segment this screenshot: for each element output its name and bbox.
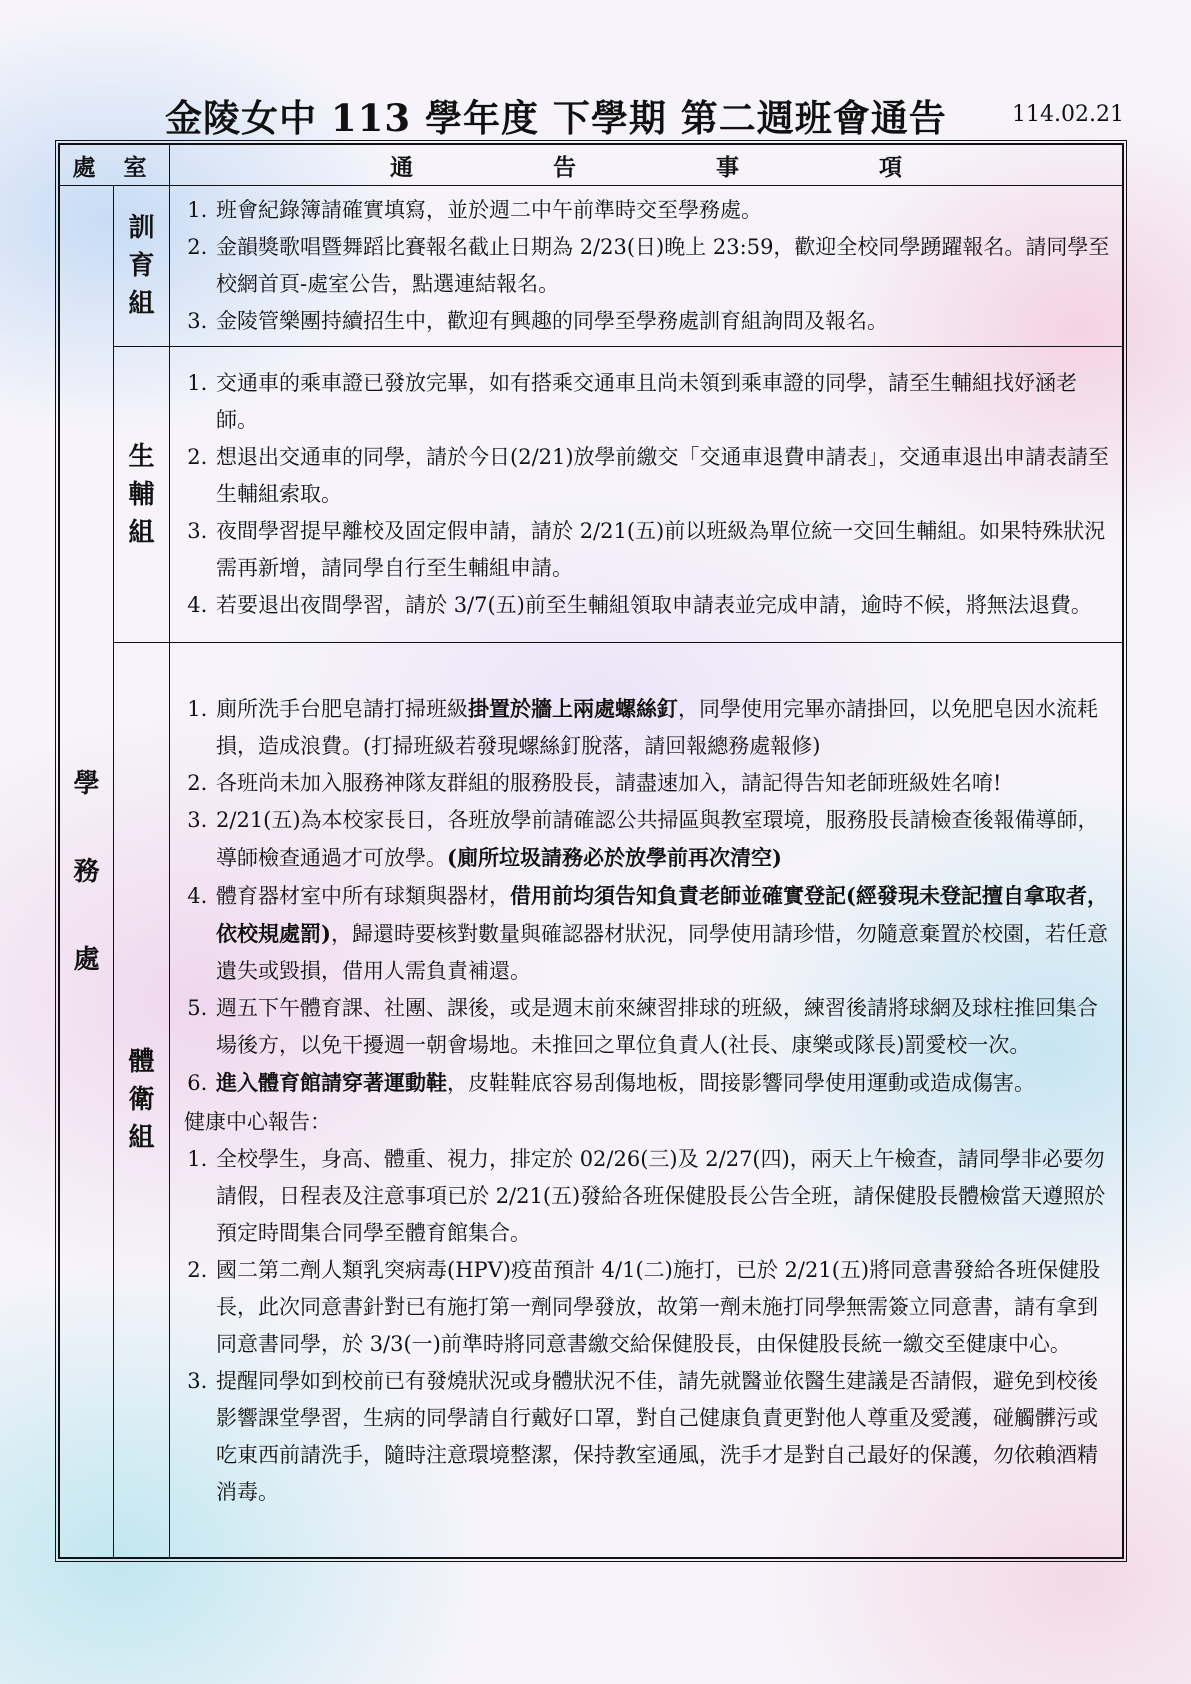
row-shengfu (60, 347, 1123, 643)
list-item: 3. 2/21(五)為本校家長日，各班放學前請確認公共掃區與教室環境，服務股長請檢查後報備導師，導師檢查通過才可放學。(廁所垃圾請務必於放學前再次清空) (214, 802, 1110, 877)
row-xunyu (60, 186, 1123, 347)
list-item: 2. 各班尚未加入服務神隊友群組的服務股長，請盡速加入，請記得告知老師班級姓名唷! (214, 765, 1110, 802)
list-item: 3. 提醒同學如到校前已有發燒狀況或身體狀況不佳，請先就醫並依醫生建議是否請假，避免到校後影響課堂學習，生病的同學請自行戴好口罩，對自己健康負責更對他人尊重及愛護，碰觸髒污或吃東西前請洗手，隨時注意環境整潔，保持教室通風，洗手才是對自己最好的保護，勿依賴酒精消毒。 (214, 1363, 1110, 1511)
list-item: 2. 金韻獎歌唱暨舞蹈比賽報名截止日期為 2/23(日)晚上 23:59，歡迎全校同學踴躍報名。請同學至校網首頁-處室公告，點選連結報名。 (214, 229, 1110, 303)
office-xuewu (60, 186, 114, 1558)
list-item: 4. 若要退出夜間學習，請於 3/7(五)前至生輔組領取申請表並完成申請，逾時不候，將無法退費。 (214, 587, 1110, 624)
content-xunyu (170, 186, 1123, 347)
header-office: 處 室 (60, 145, 170, 186)
list-item: 6. 進入體育館請穿著運動鞋，皮鞋鞋底容易刮傷地板，間接影響同學使用運動或造成傷害。 (214, 1064, 1110, 1102)
page-title: 金陵女中 113 學年度 下學期 第二週班會通告 (165, 96, 947, 140)
office-label: 學 務 處 (73, 768, 100, 975)
content-shengfu (170, 347, 1123, 643)
list-item: 3. 夜間學習提早離校及固定假申請，請於 2/21(五)前以班級為單位統一交回生輔組。如果特殊狀況需再新增，請同學自行至生輔組申請。 (214, 513, 1110, 587)
list-item: 1. 交通車的乘車證已發放完畢，如有搭乘交通車且尚未領到乘車證的同學，請至生輔組找妤涵老師。 (214, 365, 1110, 439)
header-notice-char: 項 (878, 153, 902, 181)
notice-table (59, 144, 1123, 1558)
list-item: 1. 班會紀錄簿請確實填寫，並於週二中午前準時交至學務處。 (214, 192, 1110, 229)
header-notice (170, 145, 1123, 186)
table-header-row (60, 145, 1123, 186)
list-item: 3. 金陵管樂團持續招生中，歡迎有興趣的同學至學務處訓育組詢問及報名。 (214, 303, 1110, 340)
group-xunyu: 訓 育 組 (114, 186, 170, 347)
header-notice-char: 通 (390, 153, 413, 181)
group-shengfu: 生 輔 組 (114, 347, 170, 643)
content-tiwei (170, 643, 1123, 1558)
list-item: 1. 廁所洗手台肥皂請打掃班級掛置於牆上兩處螺絲釘，同學使用完畢亦請掛回，以免肥皂因水流耗損，造成浪費。(打掃班級若發現螺絲釘脫落，請回報總務處報修) (214, 690, 1110, 765)
list-item: 5. 週五下午體育課、社團、課後，或是週末前來練習排球的班級，練習後請將球網及球柱推回集合場後方，以免干擾週一朝會場地。未推回之單位負責人(社長、康樂或隊長)罰愛校一次。 (214, 990, 1110, 1064)
list-item: 2. 想退出交通車的同學，請於今日(2/21)放學前繳交「交通車退費申請表」，交通車退出申請表請至生輔組索取。 (214, 439, 1110, 513)
header (0, 88, 1191, 138)
group-tiwei: 體 衛 組 (114, 643, 170, 1558)
row-tiwei (60, 643, 1123, 1558)
list-item: 4. 體育器材室中所有球類與器材，借用前均須告知負責老師並確實登記(經發現未登記擅自拿取者，依校規處罰)，歸還時要核對數量與確認器材狀況，同學使用請珍惜，勿隨意棄置於校園，若任意遺失或毀損，借用人需負責補還。 (214, 877, 1110, 990)
health-center-heading: 健康中心報告： (184, 1109, 332, 1134)
list-item: 2. 國二第二劑人類乳突病毒(HPV)疫苗預計 4/1(二)施打，已於 2/21(五)將同意書發給各班保健股長，此次同意書針對已有施打第一劑同學發放，故第一劑未施打同學無需簽立同意書，請有拿到同意書同學，於 3/3(一)前準時將同意書繳交給保健股長，由保健股長統一繳交至健康中心。 (214, 1252, 1110, 1363)
list-item: 1. 全校學生，身高、體重、視力，排定於 02/26(三)及 2/27(四)，兩天上午檢查，請同學非必要勿請假，日程表及注意事項已於 2/21(五)發給各班保健股長公告全班，請保健股長體檢當天遵照於預定時間集合同學至體育館集合。 (214, 1141, 1110, 1252)
notice-date: 114.02.21 (1012, 102, 1124, 127)
notice-table-frame (55, 140, 1127, 1562)
header-notice-char: 告 (552, 153, 576, 181)
header-notice-char: 事 (715, 153, 739, 181)
